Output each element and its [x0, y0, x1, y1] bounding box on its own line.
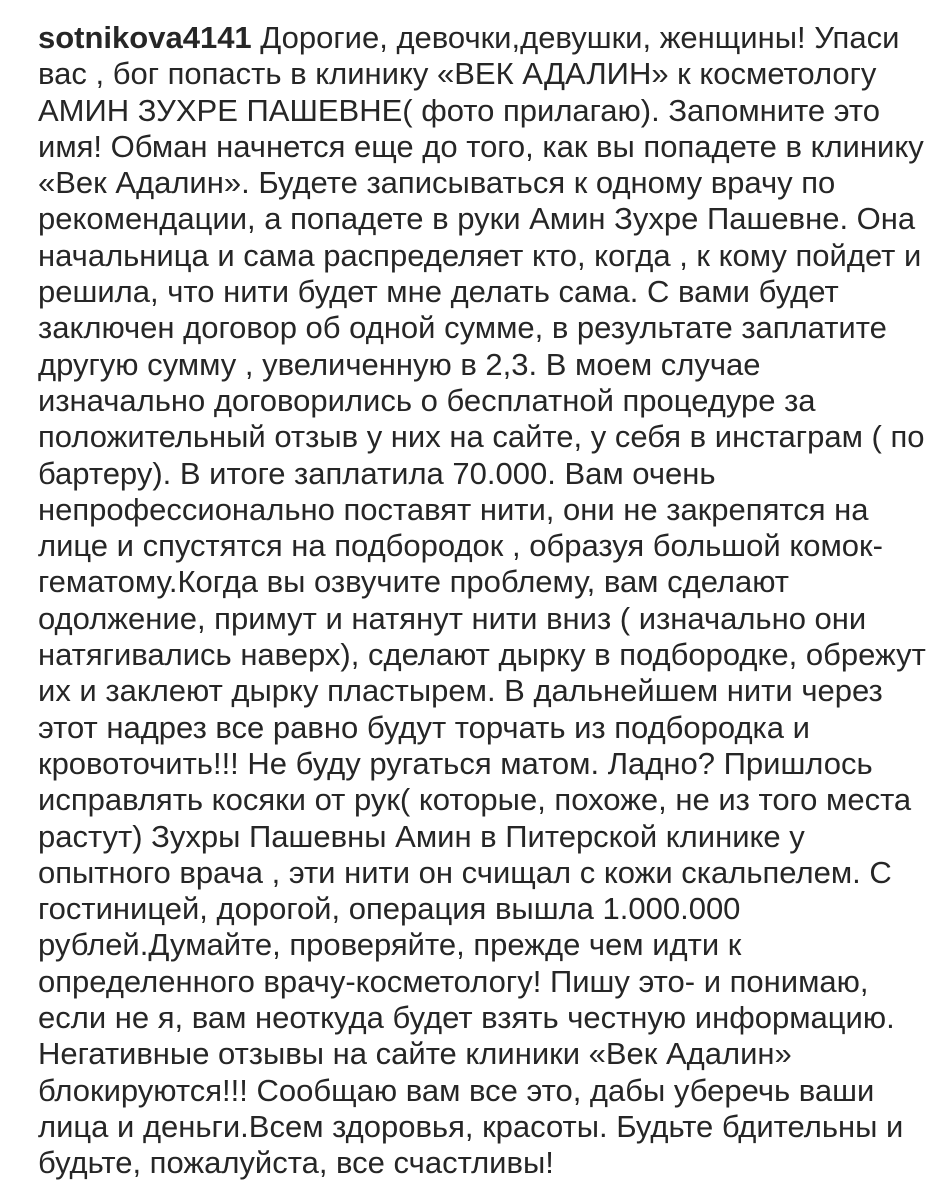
username-link[interactable]: sotnikova4141 [38, 20, 252, 55]
comment-body [38, 20, 928, 1182]
comment-text: Дорогие, девочки,девушки, женщины! Упаси вас , бог попасть в клинику «ВЕК АДАЛИН» к косметологу АМИН ЗУХРЕ ПАШЕВНЕ( фото прилагаю). Запомните это имя! Обман начнется еще до того, как вы попадете в клинику «Век Адалин». Будете записываться к одному врачу по рекомендации, а попадете в руки Амин Зухре Пашевне. Она начальница и сама распределяет кто, когда , к кому пойдет и решила, что нити будет мне делать сама. С вами будет заключен договор об одной сумме, в результате заплатите другую сумму , увеличенную в 2,3. В моем случае изначально договорились о бесплатной процедуре за положительный отзыв у них на сайте, у себя в инстаграм ( по бартеру). В итоге заплатила 70.000. Вам очень непрофессионально поставят нити, они не закрепятся на лице и спустятся на подбородок , образуя большой комок-гематому.Когда вы озвучите проблему, вам сделают одолжение, примут и натянут нити вниз ( изначально они натягивались наверх), сделают дырку в подбородке, обрежут их и заклеют дырку пластырем. В дальнейшем нити через этот надрез все равно будут торчать из подбородка и кровоточить!!! Не буду ругаться матом. Ладно? Пришлось исправлять косяки от рук( которые, похоже, не из того места растут) Зухры Пашевны Амин в Питерской клинике у опытного врача , эти нити он счищал с кожи скальпелем. С гостиницей, дорогой, операция вышла 1.000.000 рублей.Думайте, проверяйте, прежде чем идти к определенного врачу-косметологу! Пишу это- и понимаю, если не я, вам неоткуда будет взять честную информацию. Негативные отзывы на сайте клиники «Век Адалин» блокируются!!! Сообщаю вам все это, дабы уберечь ваши лица и деньги.Всем здоровья, красоты. Будьте бдительны и будьте, пожалуйста, все счастливы! [38, 20, 926, 1181]
